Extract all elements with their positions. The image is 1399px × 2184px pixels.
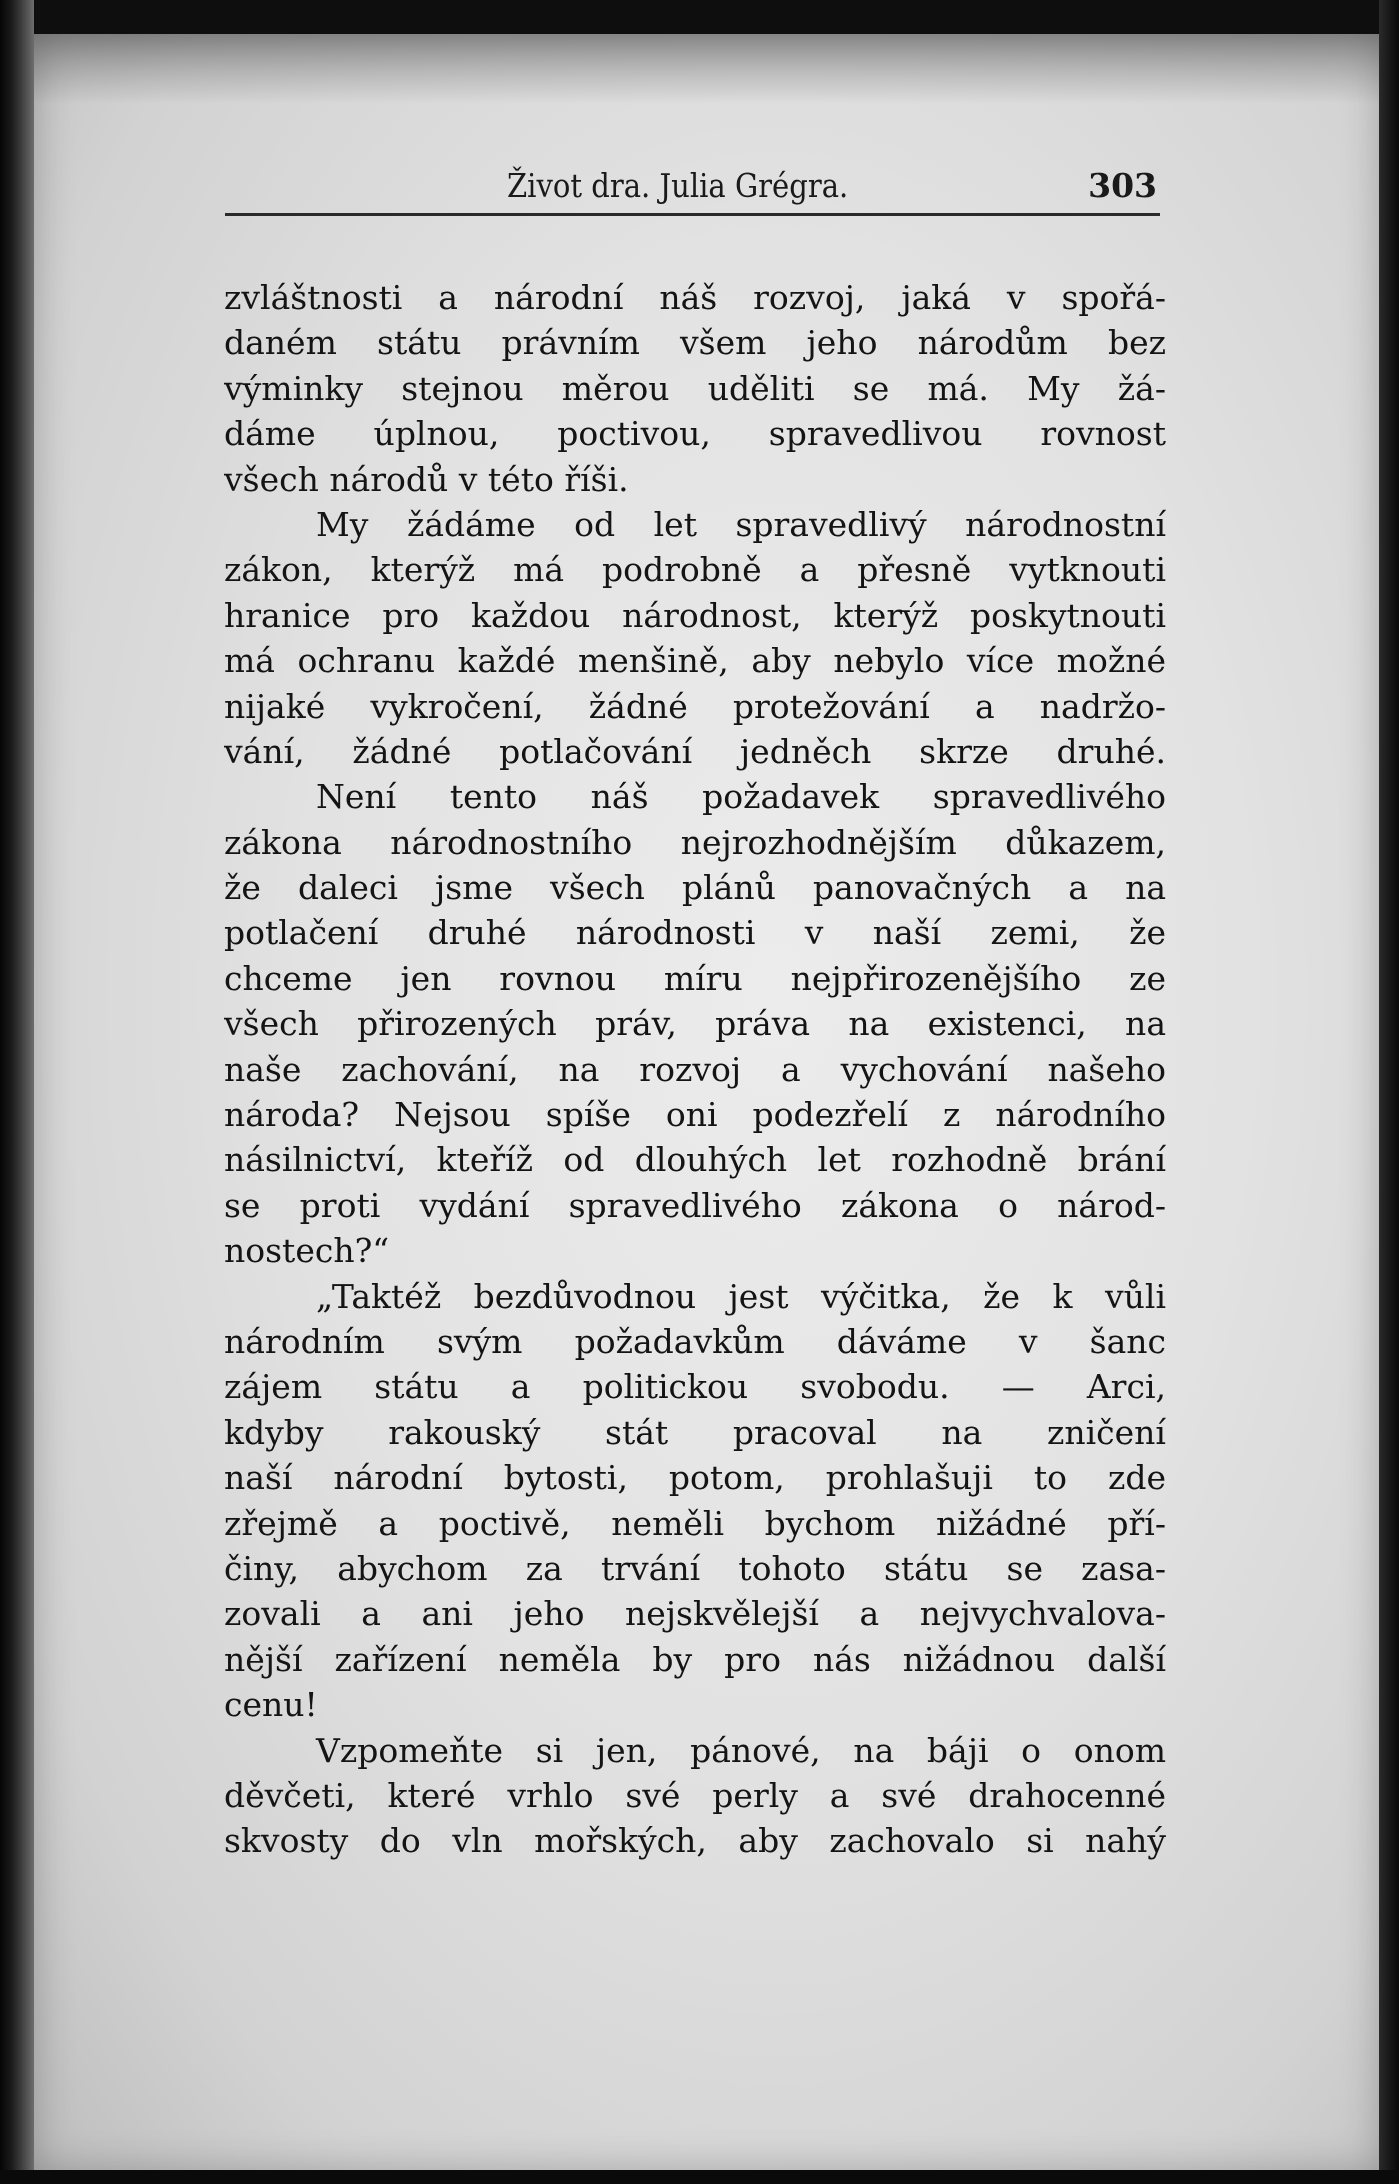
text-line: vání, žádné potlačování jedněch skrze druhé. xyxy=(224,731,1166,771)
text-line: daném státu právním všem jeho národům bez xyxy=(224,323,1166,363)
page-top-shadow xyxy=(34,34,1381,104)
text-line: potlačení druhé národnosti v naší zemi, že xyxy=(224,913,1166,953)
text-line: činy, abychom za trvání tohoto státu se zasa- xyxy=(224,1548,1166,1588)
text-line: naše zachování, na rozvoj a vychování našeho xyxy=(224,1049,1166,1089)
text-line: Vzpomeňte si jen, pánové, na báji o onom xyxy=(316,1730,1166,1770)
text-line: hranice pro každou národnost, kterýž poskytnouti xyxy=(224,595,1166,635)
text-line: zájem státu a politickou svobodu. — Arci, xyxy=(224,1367,1166,1407)
text-line: se proti vydání spravedlivého zákona o národ- xyxy=(224,1185,1166,1225)
text-line: zvláštnosti a národní náš rozvoj, jaká v spořá- xyxy=(224,278,1166,317)
text-line: národním svým požadavkům dáváme v šanc xyxy=(224,1321,1166,1361)
text-line: skvosty do vln mořských, aby zachovalo si nahý xyxy=(224,1821,1166,1861)
book-spine-edge xyxy=(0,0,34,2184)
text-line: cenu! xyxy=(224,1685,318,1725)
text-line: „Taktéž bezdůvodnou jest výčitka, že k vůli xyxy=(316,1276,1166,1316)
page-right-edge xyxy=(1379,0,1399,2184)
text-line: násilnictví, kteříž od dlouhých let rozhodně brání xyxy=(224,1140,1166,1180)
text-line: zovali a ani jeho nejskvělejší a nejvychvalova- xyxy=(224,1594,1166,1634)
page-bottom-edge xyxy=(0,2170,1399,2184)
text-line: naší národní bytosti, potom, prohlašuji to zde xyxy=(224,1458,1166,1498)
text-line: chceme jen rovnou míru nejpřirozenějšího ze xyxy=(224,958,1166,998)
text-line: národa? Nejsou spíše oni podezřelí z národního xyxy=(224,1095,1166,1135)
text-line: kdyby rakouský stát pracoval na zničení xyxy=(224,1412,1166,1452)
text-line: dáme úplnou, poctivou, spravedlivou rovnost xyxy=(224,414,1166,454)
text-line: výminky stejnou měrou uděliti se má. My žá- xyxy=(224,368,1166,408)
text-line: všech přirozených práv, práva na existenci, na xyxy=(224,1004,1166,1044)
running-head-title: Život dra. Julia Grégra. xyxy=(507,166,849,205)
header-rule xyxy=(225,213,1160,216)
text-line: nostech?“ xyxy=(224,1231,390,1271)
text-line: zákon, kterýž má podrobně a přesně vytknouti xyxy=(224,550,1166,590)
text-line: nější zařízení neměla by pro nás nižádnou další xyxy=(224,1639,1166,1679)
body-text xyxy=(224,275,1166,1864)
text-line: nijaké vykročení, žádné protežování a nadržo- xyxy=(224,686,1166,726)
page-number: 303 xyxy=(1088,166,1157,205)
text-line: zřejmě a poctivě, neměli bychom nižádné pří- xyxy=(224,1503,1166,1543)
text-line: všech národů v této říši. xyxy=(224,459,629,499)
text-line: zákona národnostního nejrozhodnějším důkazem, xyxy=(224,822,1166,862)
text-line: že daleci jsme všech plánů panovačných a na xyxy=(224,868,1166,908)
text-line: Není tento náš požadavek spravedlivého xyxy=(316,777,1166,817)
running-head xyxy=(225,164,1165,216)
text-line: má ochranu každé menšině, aby nebylo více možné xyxy=(224,641,1166,681)
text-line: My žádáme od let spravedlivý národnostní xyxy=(316,504,1166,544)
text-line: děvčeti, které vrhlo své perly a své drahocenné xyxy=(224,1775,1166,1815)
